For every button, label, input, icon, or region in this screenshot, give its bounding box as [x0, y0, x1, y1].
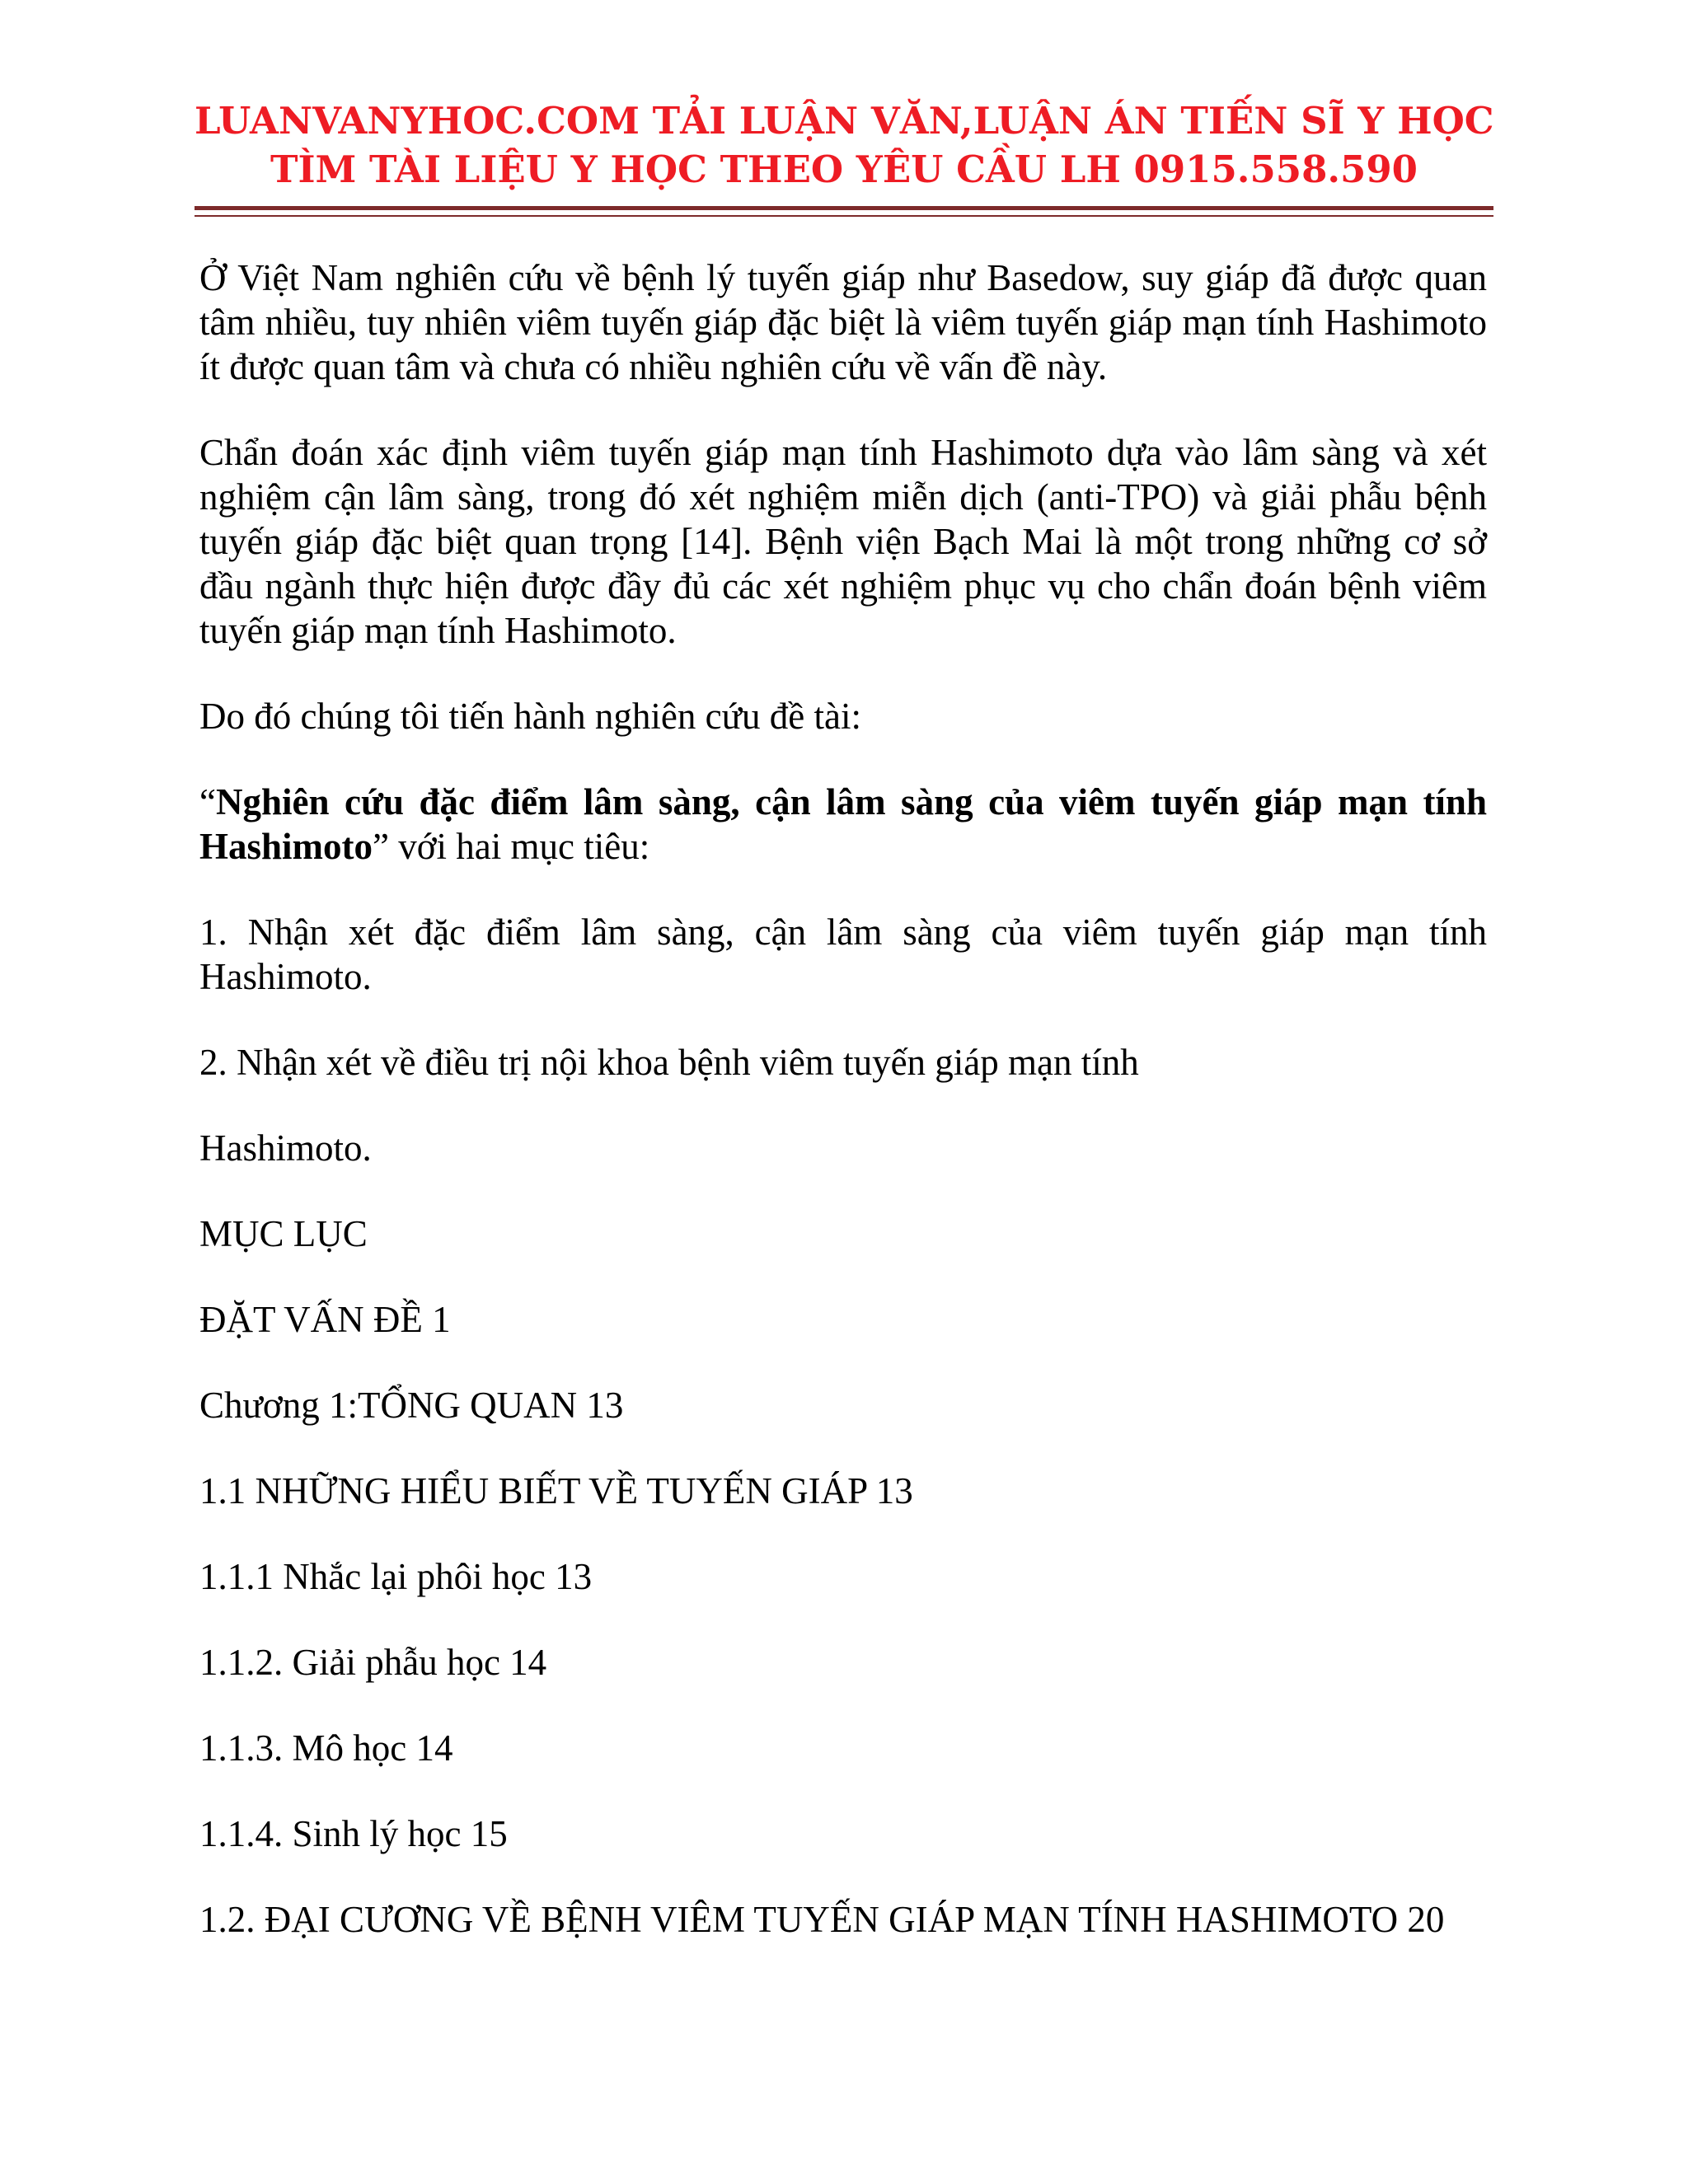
- study-title-open-quote: “: [199, 781, 216, 823]
- toc-entry: 1.2. ĐẠI CƯƠNG VỀ BỆNH VIÊM TUYẾN GIÁP MẠN TÍNH HASHIMOTO 20: [199, 1899, 1445, 1940]
- objective-2: 2. Nhận xét về điều trị nội khoa bệnh viêm tuyến giáp mạn tính: [199, 1042, 1139, 1083]
- toc-entry: 1.1.3. Mô học 14: [199, 1727, 453, 1769]
- study-title: [199, 780, 1487, 869]
- header-line-1: LUANVANYHOC.COM TẢI LUẬN VĂN,LUẬN ÁN TIẾN SĨ Y HỌC: [195, 99, 1494, 143]
- toc-entry: 1.1.4. Sinh lý học 15: [199, 1813, 508, 1854]
- header-line-2: TÌM TÀI LIỆU Y HỌC THEO YÊU CẦU LH 0915.558.590: [270, 147, 1418, 191]
- study-title-bold: Nghiên cứu đặc điểm lâm sàng, cận lâm sàng của viêm tuyến giáp mạn tính Hashimoto: [199, 781, 1487, 867]
- toc-entry: 1.1.2. Giải phẫu học 14: [199, 1642, 547, 1683]
- intro-paragraph-1: Ở Việt Nam nghiên cứu về bệnh lý tuyến giáp như Basedow, suy giáp đã được quan tâm nhiều, tuy nhiên viêm tuyến giáp đặc biệt là viêm tuyến giáp mạn tính Hashimoto ít được quan tâm và chưa có nhiều nghiên cứu về vấn đề này.: [199, 257, 1487, 387]
- objective-2-continued: Hashimoto.: [199, 1127, 372, 1169]
- intro-paragraph-2: Chẩn đoán xác định viêm tuyến giáp mạn tính Hashimoto dựa vào lâm sàng và xét nghiệm cận lâm sàng, trong đó xét nghiệm miễn dịch (anti-TPO) và giải phẫu bệnh tuyến giáp đặc biệt quan trọng [14]. Bệnh viện Bạch Mai là một trong những cơ sở đầu ngành thực hiện được đầy đủ các xét nghiệm phục vụ cho chẩn đoán bệnh viêm tuyến giáp mạn tính Hashimoto.: [199, 432, 1487, 651]
- objective-1: 1. Nhận xét đặc điểm lâm sàng, cận lâm sàng của viêm tuyến giáp mạn tính Hashimoto.: [199, 912, 1487, 997]
- header-divider-thin: [195, 215, 1493, 217]
- toc-entry: 1.1.1 Nhắc lại phôi học 13: [199, 1556, 593, 1597]
- toc-entry: 1.1 NHỮNG HIỂU BIẾT VỀ TUYẾN GIÁP 13: [199, 1470, 913, 1511]
- toc-entry: ĐẶT VẤN ĐỀ 1: [199, 1299, 451, 1340]
- document-body: [199, 255, 1487, 1983]
- toc-entry: Chương 1:TỔNG QUAN 13: [199, 1385, 624, 1426]
- study-title-rest: ” với hai mục tiêu:: [373, 826, 650, 867]
- toc-heading: MỤC LỤC: [199, 1213, 368, 1254]
- intro-paragraph-3: Do đó chúng tôi tiến hành nghiên cứu đề tài:: [199, 696, 861, 737]
- site-header: [195, 97, 1493, 194]
- header-divider-thick: [195, 206, 1493, 210]
